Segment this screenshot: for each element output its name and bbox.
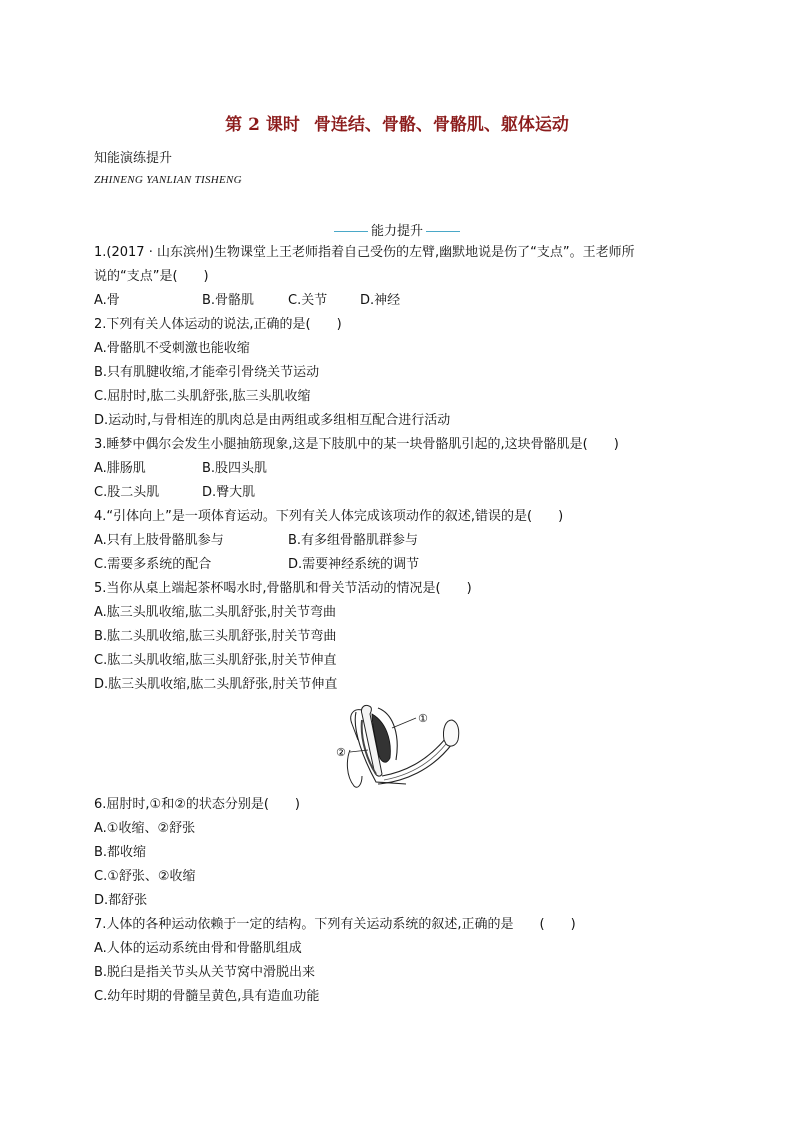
question-3 xyxy=(94,433,704,505)
option-d: D.肱三头肌收缩,肱二头肌舒张,肘关节伸直 xyxy=(94,677,338,692)
option-d: D.运动时,与骨相连的肌肉总是由两组或多组相互配合进行活动 xyxy=(94,413,451,428)
option-a: A.骨 xyxy=(94,293,120,308)
question-7 xyxy=(94,913,704,1009)
subtitle-chinese: 知能演练提升 xyxy=(94,151,173,166)
option-b: B.脱臼是指关节头从关节窝中滑脱出来 xyxy=(94,965,316,980)
question-5-stem: 5.当你从桌上端起茶杯喝水时,骨骼肌和骨关节活动的情况是( ) xyxy=(94,581,472,596)
question-2 xyxy=(94,313,704,433)
question-4 xyxy=(94,505,704,577)
arm-muscle-figure xyxy=(334,700,464,790)
option-a: A.肱三头肌收缩,肱二头肌舒张,肘关节弯曲 xyxy=(94,605,337,620)
option-c: C.关节 xyxy=(288,293,328,308)
option-d: D.神经 xyxy=(360,293,401,308)
question-6 xyxy=(94,793,704,913)
option-b: B.有多组骨骼肌群参与 xyxy=(288,533,419,548)
option-a: A.人体的运动系统由骨和骨骼肌组成 xyxy=(94,941,302,956)
option-b: B.骨骼肌 xyxy=(202,293,255,308)
label-circle-1: ① xyxy=(418,712,428,725)
option-b: B.股四头肌 xyxy=(202,461,268,476)
option-b: B.只有肌腱收缩,才能牵引骨绕关节运动 xyxy=(94,365,320,380)
question-3-options-cd xyxy=(94,481,704,505)
question-3-options-ab xyxy=(94,457,704,481)
option-c: C.屈肘时,肱二头肌舒张,肱三头肌收缩 xyxy=(94,389,311,404)
question-6-stem: 6.屈肘时,①和②的状态分别是( ) xyxy=(94,797,300,812)
option-a: A.①收缩、②舒张 xyxy=(94,821,196,836)
subtitle-pinyin: ZHINENG YANLIAN TISHENG xyxy=(94,174,242,186)
section-rule-right xyxy=(426,231,460,232)
section-heading xyxy=(0,220,794,239)
option-a: A.腓肠肌 xyxy=(94,461,146,476)
option-a: A.骨骼肌不受刺激也能收缩 xyxy=(94,341,250,356)
question-4-stem: 4.“引体向上”是一项体育运动。下列有关人体完成该项动作的叙述,错误的是( ) xyxy=(94,509,564,524)
option-d: D.臀大肌 xyxy=(202,485,256,500)
section-rule-left xyxy=(334,231,368,232)
section-title: 能力提升 xyxy=(370,224,423,239)
question-1 xyxy=(94,241,704,313)
option-c: C.①舒张、②收缩 xyxy=(94,869,196,884)
page-title xyxy=(0,110,794,135)
option-d: D.都舒张 xyxy=(94,893,148,908)
option-c: C.肱二头肌收缩,肱三头肌舒张,肘关节伸直 xyxy=(94,653,337,668)
question-7-stem: 7.人体的各种运动依赖于一定的结构。下列有关运动系统的叙述,正确的是 ( ) xyxy=(94,917,576,932)
option-b: B.都收缩 xyxy=(94,845,147,860)
label-circle-2: ② xyxy=(336,746,346,759)
question-4-options-ab xyxy=(94,529,704,553)
option-c: C.幼年时期的骨髓呈黄色,具有造血功能 xyxy=(94,989,320,1004)
option-c: C.需要多系统的配合 xyxy=(94,557,212,572)
option-b: B.肱二头肌收缩,肱三头肌舒张,肘关节弯曲 xyxy=(94,629,337,644)
question-5 xyxy=(94,577,704,697)
question-1-stem-line1: 1.(2017 · 山东滨州)生物课堂上王老师指着自己受伤的左臂,幽默地说是伤了“支点”。王老师所 xyxy=(94,245,635,260)
question-2-stem: 2.下列有关人体运动的说法,正确的是( ) xyxy=(94,317,342,332)
question-4-options-cd xyxy=(94,553,704,577)
option-d: D.需要神经系统的调节 xyxy=(288,557,420,572)
lesson-number: 第 2 课时 xyxy=(225,115,300,135)
lesson-topic: 骨连结、骨骼、骨骼肌、躯体运动 xyxy=(313,115,569,135)
question-1-stem-line2: 说的“支点”是( ) xyxy=(94,269,209,284)
option-c: C.股二头肌 xyxy=(94,485,160,500)
question-1-options xyxy=(94,289,704,313)
question-3-stem: 3.睡梦中偶尔会发生小腿抽筋现象,这是下肢肌中的某一块骨骼肌引起的,这块骨骼肌是( ) xyxy=(94,437,619,452)
option-a: A.只有上肢骨骼肌参与 xyxy=(94,533,224,548)
